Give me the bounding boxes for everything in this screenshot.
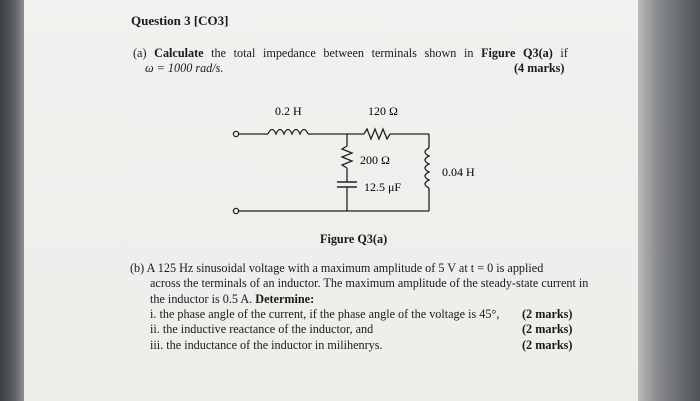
inductor-0.04h-symbol xyxy=(425,148,429,188)
label-inductor-2: 0.04 H xyxy=(442,165,475,179)
part-a-marks: (4 marks) xyxy=(514,61,565,75)
item-text: the inductive reactance of the inductor, and xyxy=(162,322,374,336)
part-a-label: (a) xyxy=(133,46,147,60)
part-b-text: A 125 Hz sinusoidal voltage with a maximum amplitude of 5 V at t = 0 is applied xyxy=(146,261,544,275)
part-a-word: terminals xyxy=(371,46,417,60)
part-b-determine: Determine: xyxy=(255,292,315,306)
part-b-label: (b) xyxy=(130,261,145,275)
part-a-figure-word: Figure xyxy=(481,46,516,60)
item-marks: (2 marks) xyxy=(522,338,573,352)
terminal-bottom xyxy=(233,208,238,213)
part-a-verb: Calculate xyxy=(154,46,204,60)
item-marks: (2 marks) xyxy=(522,322,573,336)
item-text: the inductance of the inductor in milihenrys. xyxy=(166,338,383,352)
inductor-0.2h-symbol xyxy=(268,130,308,135)
item-number: i. xyxy=(150,307,157,321)
label-capacitor: 12.5 μF xyxy=(364,180,402,194)
list-item xyxy=(150,322,373,337)
part-a-word: between xyxy=(323,46,364,60)
part-a-word: total xyxy=(233,46,256,60)
circuit-diagram xyxy=(24,0,638,250)
part-a-omega: ω = 1000 rad/s. xyxy=(145,61,224,75)
label-resistor-1: 120 Ω xyxy=(368,104,398,118)
part-b-line1 xyxy=(130,261,543,276)
part-a-word: the xyxy=(211,46,227,60)
part-a-word: shown xyxy=(424,46,457,60)
label-resistor-2: 200 Ω xyxy=(360,153,390,167)
item-text: the phase angle of the current, if the phase angle of the voltage is 45°, xyxy=(159,307,500,321)
list-item xyxy=(150,307,499,322)
desk-background-right xyxy=(638,0,700,401)
figure-caption: Figure Q3(a) xyxy=(320,232,388,246)
item-marks: (2 marks) xyxy=(522,307,573,321)
resistor-200-symbol xyxy=(342,146,352,168)
part-a-tail: if xyxy=(560,46,568,60)
part-a-figure-ref: Q3(a) xyxy=(523,46,553,60)
label-inductor-1: 0.2 H xyxy=(275,104,302,118)
list-item xyxy=(150,338,383,353)
part-a-word: impedance xyxy=(262,46,316,60)
document-page xyxy=(24,0,638,401)
terminal-top xyxy=(233,131,238,136)
resistor-120-symbol xyxy=(364,129,390,139)
part-b-line3 xyxy=(150,292,314,307)
part-b-line3-text: the inductor is 0.5 A. xyxy=(150,292,253,306)
part-a-word: in xyxy=(463,46,474,60)
item-number: ii. xyxy=(150,322,160,336)
question-title: Question 3 [CO3] xyxy=(131,13,229,28)
part-b-line2: across the terminals of an inductor. The maximum amplitude of the steady-state current in xyxy=(150,276,589,290)
desk-background-left xyxy=(0,0,24,401)
item-number: iii. xyxy=(150,338,164,352)
